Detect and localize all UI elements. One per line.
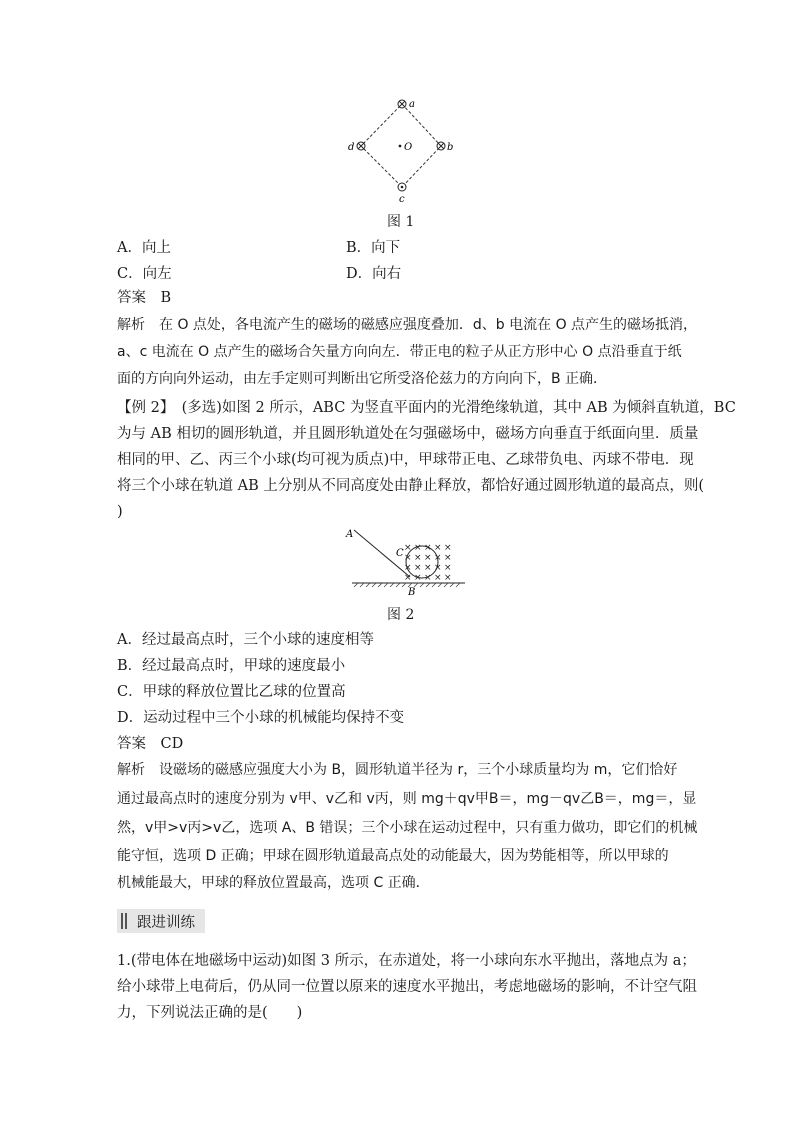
q2-analysis-line: 机械能最大，甲球的释放位置最高，选项 C 正确． xyxy=(117,875,430,891)
svg-text:×: × xyxy=(404,563,412,573)
q2-option-a: A．经过最高点时，三个小球的速度相等 xyxy=(117,632,374,648)
label-o: O xyxy=(404,142,413,153)
section-title: 跟进训练 xyxy=(137,915,195,931)
q1-analysis-line: a、c 电流在 O 点产生的磁场合矢量方向向左．带正电的粒子从正方形中心 O 点沿垂直于纸 xyxy=(117,344,682,360)
q3-line: 给小球带上电荷后，仍从同一位置以原来的速度水平抛出，考虑地磁场的影响，不计空气阻 xyxy=(117,979,697,995)
svg-text:×: × xyxy=(444,563,452,573)
point-o xyxy=(399,145,402,148)
q1-answer: 答案 B xyxy=(117,290,172,306)
figure-1-caption: 图 1 xyxy=(387,214,415,230)
q2-option-d: D．运动过程中三个小球的机械能均保持不变 xyxy=(117,710,405,726)
svg-text:×: × xyxy=(404,543,412,553)
svg-text:×: × xyxy=(434,573,442,583)
svg-text:×: × xyxy=(414,573,422,583)
label-a: A xyxy=(346,529,354,540)
example2-line: 【例 2】 (多选)如图 2 所示，ABC 为竖直平面内的光滑绝缘轨道，其中 AB 为倾斜直轨道，BC xyxy=(117,400,736,416)
svg-text:×: × xyxy=(424,573,432,583)
example2-line: 相同的甲、乙、丙三个小球(均可视为质点)中，甲球带正电、乙球带负电、丙球不带电．现 xyxy=(117,452,694,468)
q2-analysis-line: 通过最高点时的速度分别为 v甲、v乙和 v丙，则 mg＋qv甲B＝，mg－qv乙B＝，mg＝，显 xyxy=(117,791,697,807)
svg-text:×: × xyxy=(434,563,442,573)
svg-text:×: × xyxy=(414,543,422,553)
q2-option-c: C．甲球的释放位置比乙球的位置高 xyxy=(117,684,346,700)
q1-option-a: A．向上 xyxy=(117,240,171,256)
svg-text:×: × xyxy=(424,563,432,573)
q2-answer: 答案 CD xyxy=(117,736,184,752)
svg-text:×: × xyxy=(444,543,452,553)
label-b: B xyxy=(408,587,416,598)
svg-text:×: × xyxy=(414,563,422,573)
q3-line: 力，下列说法正确的是( ) xyxy=(117,1005,303,1021)
svg-text:×: × xyxy=(434,553,442,563)
q1-option-c: C．向左 xyxy=(117,266,172,282)
svg-text:×: × xyxy=(424,543,432,553)
wire-c xyxy=(398,183,406,191)
q1-analysis-line: 面的方向向外运动，由左手定则可判断出它所受洛伦兹力的方向向下，B 正确． xyxy=(117,371,608,387)
q1-option-d: D．向右 xyxy=(346,266,402,282)
q3-line: 1.(带电体在地磁场中运动)如图 3 所示，在赤道处，将一小球向东水平抛出，落地点为 a； xyxy=(117,953,696,969)
banner-bars-icon xyxy=(121,913,129,929)
label-c: C xyxy=(396,548,404,559)
example2-line: ) xyxy=(117,504,123,520)
svg-text:×: × xyxy=(424,553,432,563)
q1-analysis-line: 解析 在 O 点处，各电流产生的磁场的磁感应强度叠加．d、b 电流在 O 点产生的磁场抵消， xyxy=(117,317,698,333)
figure-1 xyxy=(340,92,470,204)
q2-option-b: B．经过最高点时，甲球的速度最小 xyxy=(117,658,346,674)
q2-analysis-line: 然，v甲>v丙>v乙，选项 A、B 错误；三个小球在运动过程中，只有重力做功，即它们的机械 xyxy=(117,820,698,836)
q1-option-b: B．向下 xyxy=(346,240,401,256)
svg-text:×: × xyxy=(404,553,412,563)
wire-a xyxy=(398,100,406,108)
wire-d xyxy=(357,142,365,150)
svg-text:×: × xyxy=(404,573,412,583)
label-c: c xyxy=(399,194,405,204)
figure-2 xyxy=(340,525,470,600)
svg-text:×: × xyxy=(414,553,422,563)
q2-analysis-line: 解析 设磁场的磁感应强度大小为 B，圆形轨道半径为 r，三个小球质量均为 m，它们恰好 xyxy=(117,762,678,778)
q2-analysis-line: 能守恒，选项 D 正确；甲球在圆形轨道最高点处的动能最大，因为势能相等，所以甲球的 xyxy=(117,848,669,864)
example2-line: 将三个小球在轨道 AB 上分别从不同高度处由静止释放，都恰好通过圆形轨道的最高点，则( xyxy=(117,478,704,494)
svg-text:×: × xyxy=(444,573,452,583)
label-d: d xyxy=(348,142,355,153)
label-a: a xyxy=(409,99,415,110)
svg-text:×: × xyxy=(434,543,442,553)
label-b: b xyxy=(447,142,454,153)
figure-2-caption: 图 2 xyxy=(387,607,415,623)
wire-b xyxy=(437,142,445,150)
svg-text:×: × xyxy=(444,553,452,563)
section-banner xyxy=(117,909,205,933)
example2-line: 为与 AB 相切的圆形轨道，并且圆形轨道处在匀强磁场中，磁场方向垂直于纸面向里．质量 xyxy=(117,426,699,442)
